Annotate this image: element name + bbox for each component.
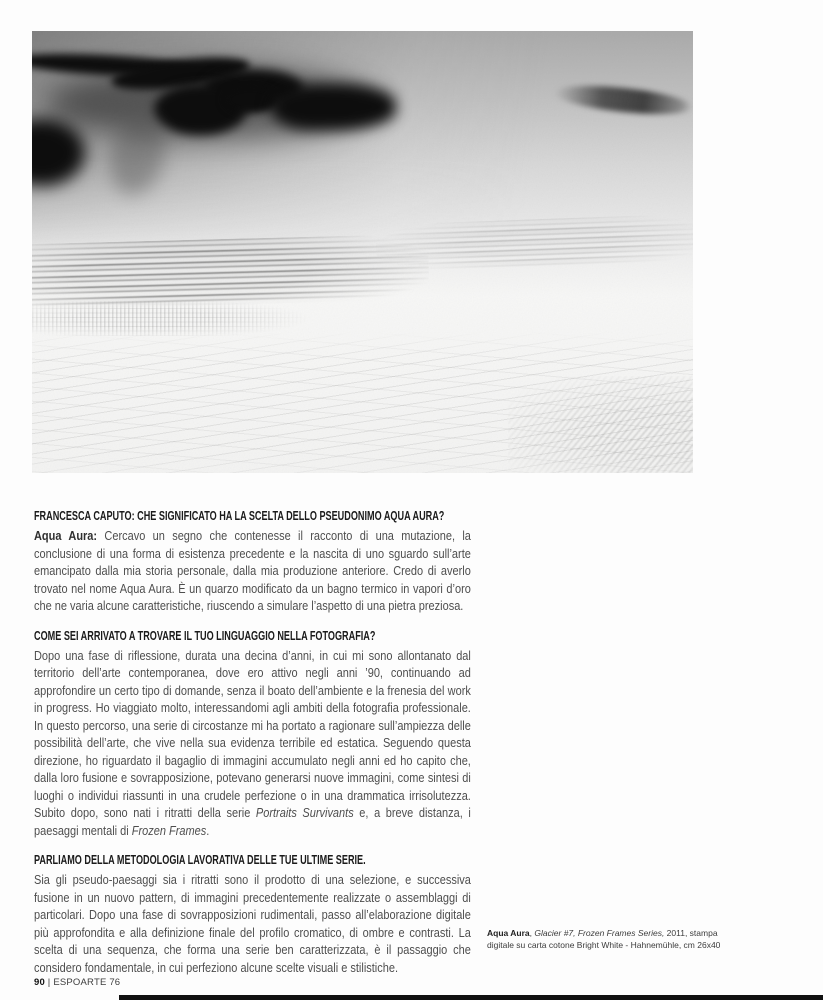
interview-answer: Aqua Aura: Cercavo un segno che contenesse il racconto di una mutazione, la conclusione di una forma di esistenza precedente e la nascita di uno sguardo sull’arte emancipato dalla mia storia personale, dalla mia produzione anteriore. Credo di averlo trovato nel nome Aqua Aura. È un quarzo modificato da un bagno termico in vapori d’oro che ne varia alcune caratteristiche, riuscendo a simulare l’aspetto di una pietra preziosa.	[34, 529, 471, 613]
photo-caption: Aqua Aura, Glacier #7, Frozen Frames Series, 2011, stampa digitale su carta cotone Bright White - Hahnemühle, cm 26x40	[487, 928, 721, 950]
bottom-rule	[119, 995, 823, 1000]
glacier-photograph	[32, 31, 693, 473]
interview-question: FRANCESCA CAPUTO: CHE SIGNIFICATO HA LA SCELTA DELLO PSEUDONIMO AQUA AURA?	[34, 508, 445, 523]
interview-answer: Dopo una fase di riflessione, durata una decina d’anni, in cui mi sono allontanato dal territorio dell’arte contemporanea, dove ero attivo negli anni ’90, continuando ad approfondire un certo tipo di domande, senza il boato dell’ambiente e la frenesia del work in progress. Ho viaggiato molto, interessandomi agli ambiti della fotografia professionale. In questo percorso, una serie di circostanze mi ha portato a ragionare sull’ampiezza delle possibilità dell’arte, che vive nella sua evidenza terribile ed estatica. Seguendo questa direzione, ho riguardato il bagaglio di immagini accumulato negli anni ed ho capito che, dalla loro fusione e sovrapposizione, potevano generarsi nuove immagini, come sintesi di luoghi o individui riassunti in una crudele perfezione o in una drammatica irrisolutezza. Subito dopo, sono nati i ritratti della serie Portraits Survivants e, a breve distanza, i paesaggi mentali di Frozen Frames.	[34, 648, 471, 838]
interview-question: PARLIAMO DELLA METODOLOGIA LAVORATIVA DELLE TUE ULTIME SERIE.	[34, 852, 366, 867]
interview-text-column	[34, 509, 471, 990]
photo-grain-texture	[32, 31, 693, 473]
interview-answer: Sia gli pseudo-paesaggi sia i ritratti sono il prodotto di una selezione, e successiva fusione in un nuovo pattern, di immagini precedentemente realizzate o assemblaggi di particolari. Dopo una fase di sovrapposizioni rudimentali, passo all’elaborazione digitale più approfondita e alla definizione finale del profilo cromatico, di ombre e contrasti. La scelta di una sequenza, che forma una serie ben caratterizzata, è il passaggio che considero fondamentale, in cui perfeziono alcune scelte visuali e stilistiche.	[34, 873, 471, 975]
page-footer: 90 | ESPOARTE 76	[34, 977, 121, 988]
interview-question: COME SEI ARRIVATO A TROVARE IL TUO LINGUAGGIO NELLA FOTOGRAFIA?	[34, 627, 376, 643]
